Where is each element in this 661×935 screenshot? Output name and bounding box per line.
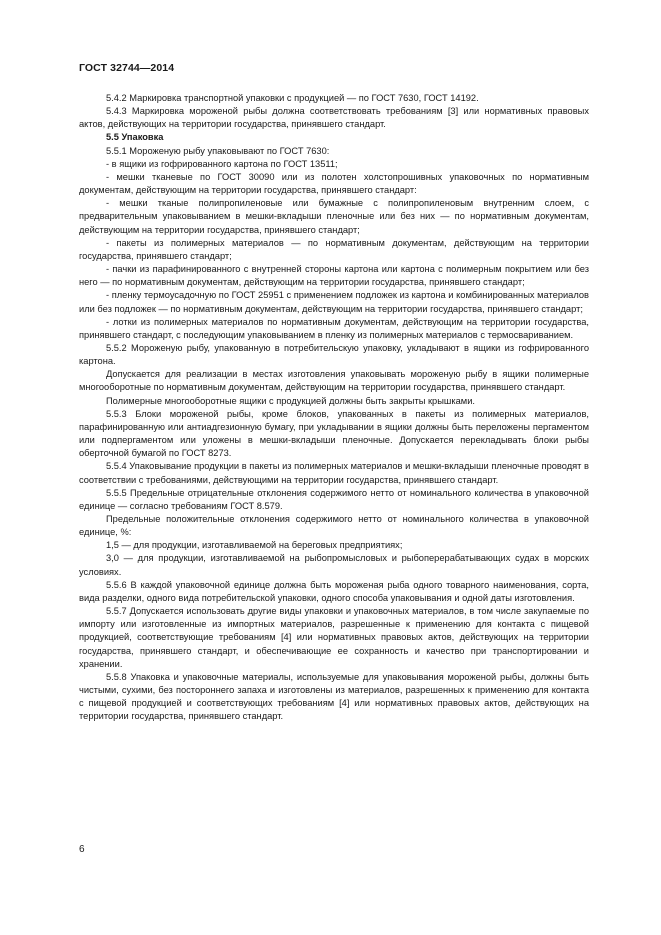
paragraph-5-5-3: 5.5.3 Блоки мороженой рыбы, кроме блоков, упакованных в пакеты из полимерных материалов, парафинированную или антиадгезионную бумагу, при укладывании в ящики должны быть переложены пергаментом или подпергаментом или уложены в мешки-вкладыши пленочные. Допускается перекладывать блоки рыбы оберточной бумагой по ГОСТ 8273. — [79, 408, 589, 459]
list-item: - мешки тканевые по ГОСТ 30090 или из полотен холстопрошивных упаковочных по нормативным документам, действующим на территории государства, принявшего стандарт: — [79, 171, 589, 196]
list-item: 3,0 — для продукции, изготавливаемой на рыбопромысловых и рыбоперерабатывающих судах в морских условиях. — [79, 553, 589, 577]
list-item: - пачки из парафинированного с внутренней стороны картона или картона с полимерным покрытием или без него — по нормативным документам, действующим на территории государства, принявшего стандарт; — [79, 264, 589, 288]
list-item: - мешки тканые полипропиленовые или бумажные с полипропиленовым внутренним слоем, с предварительным упаковыванием в мешки-вкладыши пленочные или без них — по нормативным документам, действующим на территории государства, принявшего стандарт; — [79, 198, 589, 235]
paragraph-5-5-4: 5.5.4 Упаковывание продукции в пакеты из полимерных материалов и мешки-вкладыши пленочные проводят в соответствии с требованиями, действующими на территории государства, принявшего стандарт. — [79, 461, 589, 485]
list-item: 1,5 — для продукции, изготавливаемой на береговых предприятиях; — [106, 540, 403, 551]
paragraph-5-4-2: 5.4.2 Маркировка транспортной упаковки с продукцией — по ГОСТ 7630, ГОСТ 14192. — [106, 93, 479, 103]
paragraph-5-5-2: 5.5.2 Мороженую рыбу, упакованную в потребительскую упаковку, укладывают в ящики из гофрированного картона. — [79, 342, 589, 367]
document-header: ГОСТ 32744—2014 — [79, 62, 175, 74]
paragraph-5-5-1: 5.5.1 Мороженую рыбу упаковывают по ГОСТ 7630: — [106, 145, 330, 156]
paragraph-5-5-7: 5.5.7 Допускается использовать другие виды упаковки и упаковочных материалов, в том числе закупаемые по импорту или изготовленные из импортных материалов, разрешенные к применению для контакта с пищевой продукцией, соответствующие требованиям [4] или нормативных правовых актов, действующих на территории государства, принявшего стандарт, и обеспечивающие ее сохранность и качество при транспортировании и хранении. — [79, 606, 589, 669]
section-heading-5-5: 5.5 Упаковка — [106, 132, 164, 143]
paragraph: Полимерные многооборотные ящики с продукцией должны быть закрыты крышками. — [106, 395, 475, 406]
page-number: 6 — [79, 844, 85, 855]
list-item: - в ящики из гофрированного картона по ГОСТ 13511; — [106, 158, 338, 169]
list-item: - пакеты из полимерных материалов — по нормативным документам, действующим на территории государства, принявшего стандарт; — [79, 237, 589, 261]
paragraph-5-5-8: 5.5.8 Упаковка и упаковочные материалы, используемые для упаковывания мороженой рыбы, должны быть чистыми, сухими, без постороннего запаха и изготовлены из материалов, разрешенных к применению для контакта с пищевой продукцией и соответствующих требованиям [4] или нормативных правовых актов, действующих на территории государства, принявшего стандарт. — [79, 671, 589, 722]
paragraph-5-5-5: 5.5.5 Предельные отрицательные отклонения содержимого нетто от номинального количества в упаковочной единице — согласно требованиям ГОСТ 8.579. — [79, 487, 589, 511]
paragraph: Допускается для реализации в местах изготовления упаковывать мороженую рыбу в ящики полимерные многооборотные по нормативным документам, действующим на территории государства, принявшего стандарт. — [79, 369, 589, 393]
document-body — [79, 92, 589, 724]
list-item: - пленку термоусадочную по ГОСТ 25951 с применением подложек из картона и комбинированных материалов или без подложек — по нормативным документам, действующим на территории государства, принявшего стандарт; — [79, 290, 589, 314]
list-item: - лотки из полимерных материалов по нормативным документам, действующим на территории государства, принявшего стандарт, с последующим упаковыванием в пленку из полимерных материалов с термосвариванием. — [79, 316, 589, 340]
paragraph: Предельные положительные отклонения содержимого нетто от номинального количества в упаковочной единице, %: — [79, 514, 589, 538]
paragraph-5-4-3: 5.4.3 Маркировка мороженой рыбы должна соответствовать требованиям [3] или нормативных правовых актов, действующих на территории государства, принявшего стандарт. — [79, 106, 589, 130]
paragraph-5-5-6: 5.5.6 В каждой упаковочной единице должна быть мороженая рыба одного товарного наименования, сорта, вида разделки, одного вида потребительской упаковки, одного способа упаковывания и одной даты изготовления. — [79, 579, 589, 603]
